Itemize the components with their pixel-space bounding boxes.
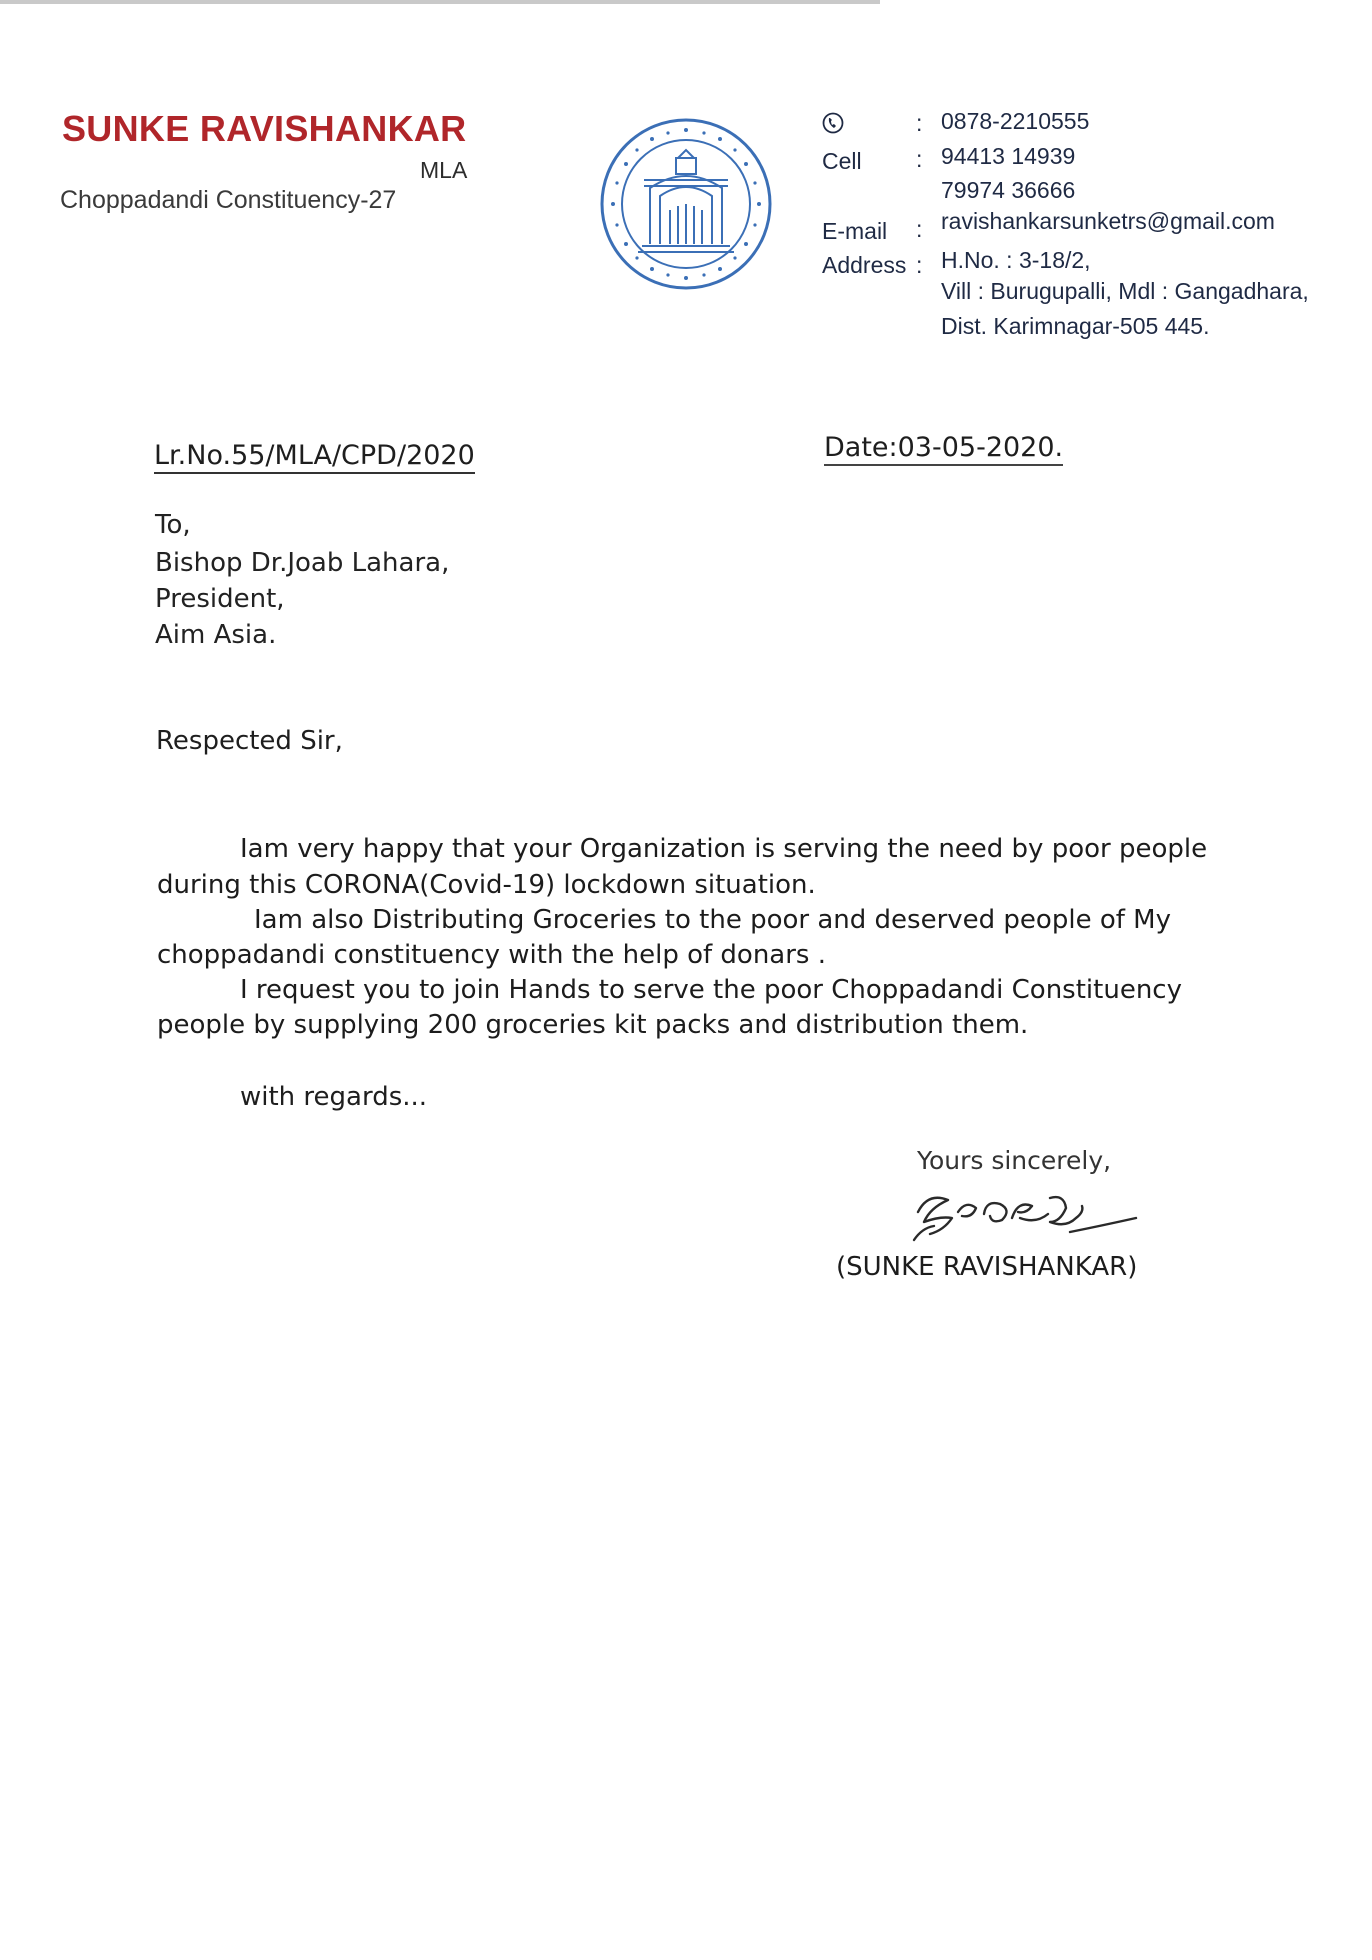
body-paragraph-3-line-1: I request you to join Hands to serve the poor Choppadandi Constituency bbox=[240, 975, 1182, 1005]
cell-number-2: 79974 36666 bbox=[941, 177, 1076, 203]
cell-number-1: 94413 14939 bbox=[941, 143, 1076, 169]
addressee-line: To, bbox=[155, 510, 191, 540]
address-colon: : bbox=[916, 252, 923, 278]
phone-number: 0878-2210555 bbox=[941, 108, 1090, 134]
email-label: E-mail bbox=[822, 218, 888, 244]
letter-reference-number: Lr.No.55/MLA/CPD/2020 bbox=[154, 440, 475, 474]
letter-date: Date:03-05-2020. bbox=[824, 432, 1063, 466]
body-paragraph-2-line-1: Iam also Distributing Groceries to the poor and deserved people of My bbox=[254, 905, 1171, 935]
telephone-icon bbox=[822, 112, 844, 140]
phone-colon: : bbox=[916, 110, 923, 136]
address-label: Address bbox=[822, 252, 907, 278]
addressee-line: President, bbox=[155, 584, 285, 614]
address-line-3: Dist. Karimnagar-505 445. bbox=[941, 313, 1210, 339]
letterhead-constituency: Choppadandi Constituency-27 bbox=[60, 186, 397, 214]
legislative-assembly-seal-icon bbox=[598, 116, 774, 292]
cell-label: Cell bbox=[822, 148, 862, 174]
cell-colon: : bbox=[916, 146, 923, 172]
body-paragraph-3-line-2: people by supplying 200 groceries kit packs and distribution them. bbox=[157, 1010, 1029, 1040]
letterhead-name: SUNKE RAVISHANKAR bbox=[62, 108, 467, 149]
signatory-name: (SUNKE RAVISHANKAR) bbox=[836, 1252, 1138, 1282]
address-line-1: H.No. : 3-18/2, bbox=[941, 247, 1091, 273]
addressee-line: Aim Asia. bbox=[155, 620, 277, 650]
email-colon: : bbox=[916, 216, 923, 242]
handwritten-signature bbox=[900, 1178, 1160, 1258]
address-line-2: Vill : Burugupalli, Mdl : Gangadhara, bbox=[941, 278, 1309, 304]
salutation: Respected Sir, bbox=[156, 726, 343, 756]
scan-edge-line bbox=[0, 0, 880, 4]
body-paragraph-2-line-2: choppadandi constituency with the help of donars . bbox=[157, 940, 827, 970]
regards-line: with regards... bbox=[240, 1082, 428, 1112]
body-paragraph-1-line-2: during this CORONA(Covid-19) lockdown situation. bbox=[157, 870, 816, 900]
email-address: ravishankarsunketrs@gmail.com bbox=[941, 208, 1275, 234]
letterhead-role: MLA bbox=[420, 157, 468, 183]
body-paragraph-1-line-1: Iam very happy that your Organization is serving the need by poor people bbox=[240, 834, 1208, 864]
addressee-line: Bishop Dr.Joab Lahara, bbox=[155, 548, 450, 578]
closing-line: Yours sincerely, bbox=[917, 1146, 1112, 1175]
